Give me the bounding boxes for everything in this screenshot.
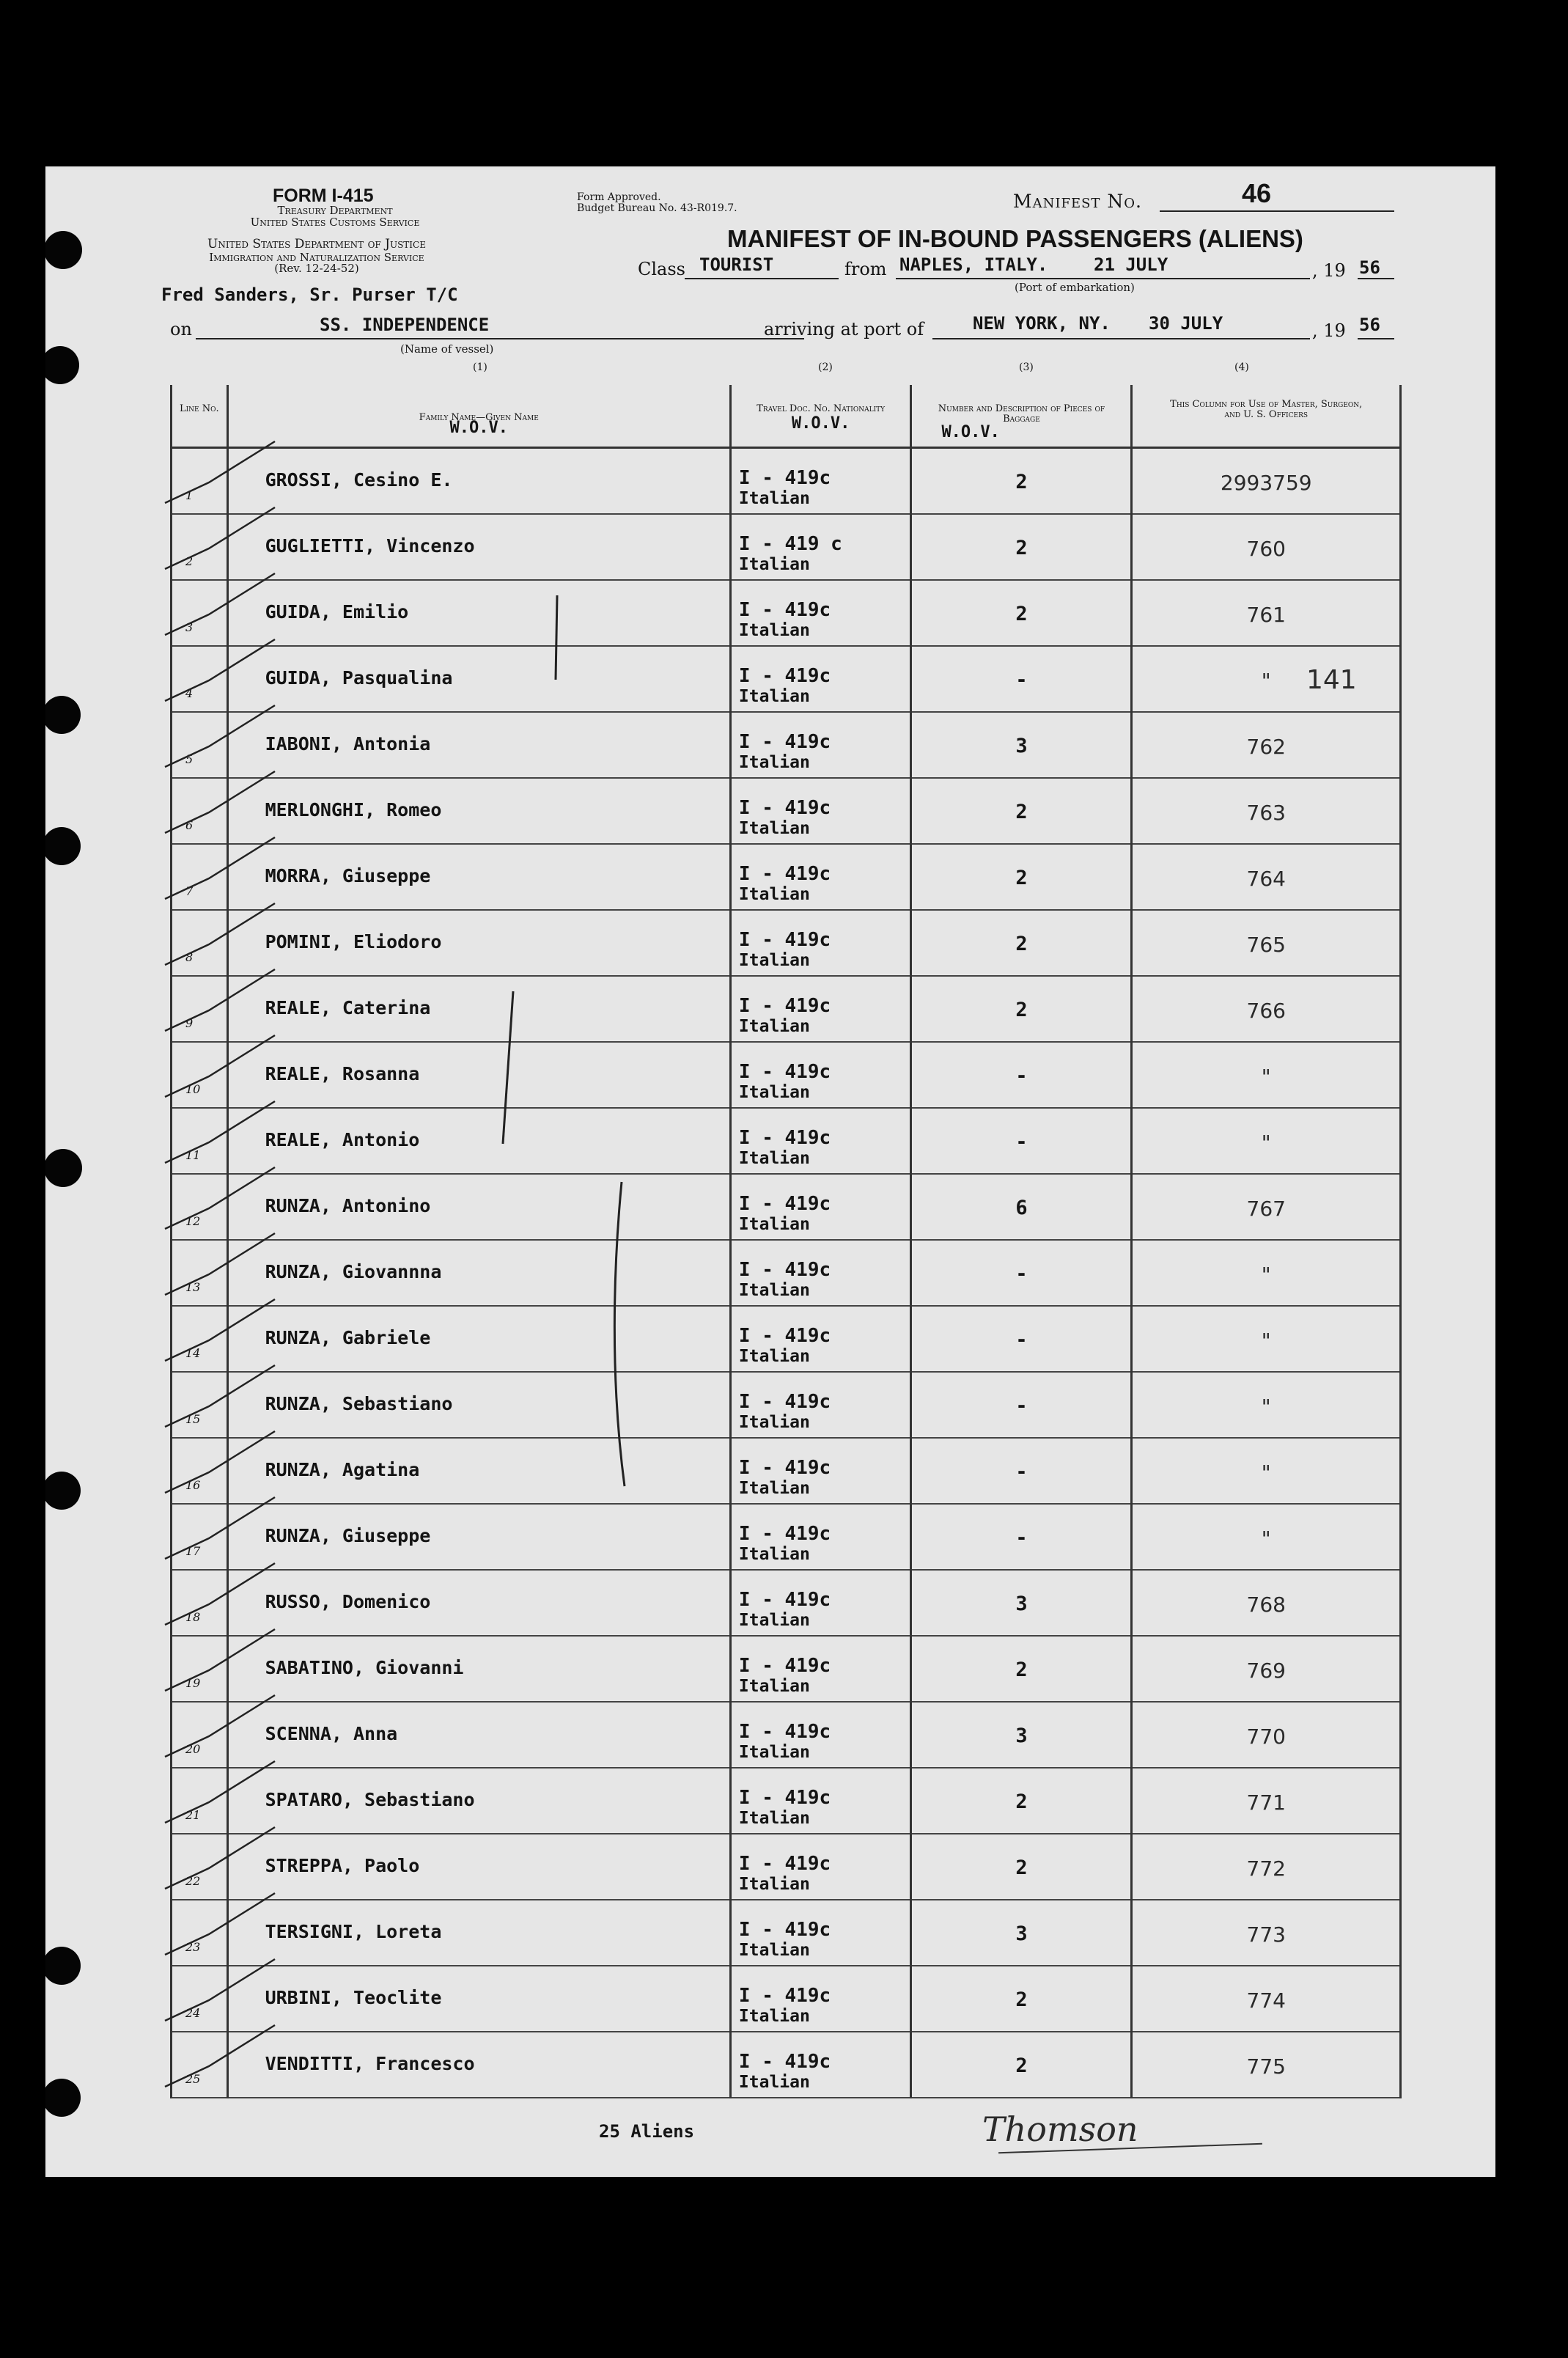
- nationality: Italian: [738, 2073, 810, 2092]
- dept-treasury: Treasury Department: [277, 204, 393, 217]
- officer-number: 768: [1246, 1593, 1286, 1617]
- nationality: Italian: [738, 1611, 810, 1630]
- line-number: 10: [185, 1082, 201, 1096]
- passenger-name: STREPPA, Paolo: [265, 1855, 420, 1876]
- doc-number: I - 419c: [738, 1985, 831, 2007]
- manifest-no-value: 46: [1242, 178, 1272, 208]
- bracket-mark: [614, 1182, 625, 1486]
- baggage-count: 3: [1015, 1593, 1028, 1615]
- line-number: 16: [185, 1478, 201, 1492]
- arrival-date: 30 JULY: [1149, 313, 1223, 334]
- baggage-count: -: [1015, 1329, 1028, 1351]
- doc-number: I - 419c: [738, 995, 831, 1017]
- baggage-count: -: [1015, 1527, 1028, 1549]
- officer-number: 771: [1246, 1790, 1286, 1815]
- doc-number: I - 419c: [738, 1853, 831, 1875]
- line-number: 12: [185, 1214, 201, 1228]
- handwritten-marks: [45, 166, 1495, 2177]
- passenger-name: RUNZA, Gabriele: [265, 1327, 431, 1348]
- passenger-name: RUNZA, Sebastiano: [265, 1393, 453, 1414]
- nationality: Italian: [738, 1875, 810, 1894]
- total-aliens: 25 Aliens: [599, 2121, 695, 2142]
- passenger-name: RUNZA, Antonino: [265, 1195, 431, 1216]
- officer-number: 766: [1246, 999, 1286, 1023]
- doc-number: I - 419c: [738, 1919, 831, 1941]
- form-revision: (Rev. 12-24-52): [274, 262, 359, 275]
- baggage-count: 3: [1015, 735, 1028, 757]
- passenger-name: IABONI, Antonia: [265, 733, 431, 754]
- departure-date: 21 JULY: [1094, 254, 1168, 275]
- line-number: 25: [185, 2072, 201, 2086]
- line-number: 7: [185, 884, 194, 898]
- baggage-count: 2: [1015, 801, 1028, 823]
- nationality: Italian: [738, 621, 810, 640]
- doc-number: I - 419 c: [738, 533, 842, 555]
- nationality: Italian: [738, 1941, 810, 1960]
- doc-number: I - 419c: [738, 2051, 831, 2073]
- baggage-count: 2: [1015, 2054, 1028, 2077]
- line-number: 14: [185, 1346, 201, 1360]
- line-number: 17: [185, 1544, 201, 1558]
- baggage-count: -: [1015, 1131, 1028, 1153]
- purser: Fred Sanders, Sr. Purser T/C: [161, 284, 458, 305]
- line-number: 2: [185, 554, 194, 568]
- doc-number: I - 419c: [738, 1391, 831, 1413]
- officer-number: 769: [1246, 1659, 1286, 1683]
- dept-customs: United States Customs Service: [250, 216, 420, 229]
- dept-justice: United States Department of Justice: [207, 237, 426, 251]
- manifest-no-label: Manifest No.: [1013, 191, 1142, 212]
- baggage-count: -: [1015, 1263, 1028, 1285]
- from-port: NAPLES, ITALY.: [899, 254, 1048, 275]
- officer-number: 763: [1246, 801, 1286, 825]
- doc-number: I - 419c: [738, 467, 831, 489]
- arrival-year: 56: [1359, 315, 1380, 335]
- doc-number: I - 419c: [738, 863, 831, 885]
- officer-number: ": [1261, 1065, 1271, 1089]
- baggage-count: 2: [1015, 867, 1028, 889]
- line-number: 8: [185, 950, 194, 964]
- officer-signature: Thomson: [982, 2109, 1138, 2149]
- passenger-name: SCENNA, Anna: [265, 1723, 398, 1744]
- doc-number: I - 419c: [738, 1721, 831, 1743]
- manifest-page: [45, 166, 1495, 2177]
- officer-number: 765: [1246, 933, 1286, 957]
- officer-number: ": [1261, 1131, 1271, 1155]
- baggage-count: 2: [1015, 1988, 1028, 2011]
- line-number: 20: [185, 1742, 201, 1756]
- bracket-mark: [503, 991, 513, 1144]
- wov-stamp: W.O.V.: [941, 423, 1000, 441]
- passenger-name: TERSIGNI, Loreta: [265, 1921, 442, 1942]
- col-number-4: (4): [1234, 361, 1249, 373]
- line-number: 15: [185, 1412, 201, 1426]
- nationality: Italian: [738, 1479, 810, 1498]
- passenger-name: RUNZA, Giovannna: [265, 1261, 442, 1282]
- doc-number: I - 419c: [738, 1589, 831, 1611]
- passenger-name: SPATARO, Sebastiano: [265, 1789, 475, 1810]
- nationality: Italian: [738, 1149, 810, 1168]
- line-number: 18: [185, 1610, 201, 1624]
- wov-stamp: W.O.V.: [449, 419, 508, 437]
- doc-number: I - 419c: [738, 1193, 831, 1215]
- line-number: 24: [185, 2006, 201, 2020]
- nationality: Italian: [738, 489, 810, 508]
- doc-number: I - 419c: [738, 1523, 831, 1545]
- officer-number: 760: [1246, 537, 1286, 561]
- line-number: 22: [185, 1874, 201, 1888]
- doc-number: I - 419c: [738, 599, 831, 621]
- line-number: 19: [185, 1676, 201, 1690]
- passenger-name: VENDITTI, Francesco: [265, 2053, 475, 2074]
- officer-number: 773: [1246, 1922, 1286, 1947]
- line-number: 4: [185, 686, 194, 700]
- arrival-port: NEW YORK, NY.: [973, 313, 1111, 334]
- passenger-name: REALE, Antonio: [265, 1129, 420, 1150]
- class-value: TOURIST: [699, 254, 774, 275]
- col-number-1: (1): [473, 361, 487, 373]
- passenger-name: GUIDA, Pasqualina: [265, 667, 453, 688]
- officer-number: 772: [1246, 1856, 1286, 1881]
- nationality: Italian: [738, 1017, 810, 1036]
- bracket-mark: [556, 595, 557, 680]
- line-number: 9: [185, 1016, 194, 1030]
- officer-number: ": [1261, 1527, 1271, 1551]
- nationality: Italian: [738, 1677, 810, 1696]
- line-number: 11: [185, 1148, 201, 1162]
- officer-number: ": [1261, 1329, 1271, 1353]
- officer-number: ": [1261, 1461, 1271, 1485]
- header-baggage: Number and Description of Pieces of Baggage W.O.V.: [911, 385, 1132, 448]
- officer-number: 767: [1246, 1197, 1286, 1221]
- baggage-count: 2: [1015, 1856, 1028, 1879]
- arrival-year-prefix: , 19: [1312, 320, 1346, 341]
- baggage-count: 2: [1015, 1790, 1028, 1813]
- line-number: 3: [185, 620, 194, 634]
- col-number-2: (2): [818, 361, 833, 373]
- baggage-count: 3: [1015, 1922, 1028, 1945]
- passenger-name: MORRA, Giuseppe: [265, 865, 431, 886]
- nationality: Italian: [738, 1743, 810, 1762]
- baggage-count: 2: [1015, 1659, 1028, 1681]
- passenger-name: GUIDA, Emilio: [265, 601, 409, 622]
- nationality: Italian: [738, 2007, 810, 2026]
- baggage-count: -: [1015, 1065, 1028, 1087]
- passenger-name: REALE, Rosanna: [265, 1063, 420, 1084]
- arriving-label: arriving at port of: [764, 319, 924, 339]
- officer-number: 761: [1246, 603, 1286, 627]
- nationality: Italian: [738, 885, 810, 904]
- doc-number: I - 419c: [738, 1787, 831, 1809]
- passenger-name: SABATINO, Giovanni: [265, 1657, 464, 1678]
- baggage-count: 2: [1015, 537, 1028, 559]
- baggage-count: -: [1015, 669, 1028, 691]
- officer-number: 2993759: [1220, 471, 1312, 495]
- nationality: Italian: [738, 951, 810, 970]
- doc-number: I - 419c: [738, 1259, 831, 1281]
- officer-number: ": [1261, 1395, 1271, 1419]
- baggage-count: 3: [1015, 1725, 1028, 1747]
- doc-number: I - 419c: [738, 1127, 831, 1149]
- doc-number: I - 419c: [738, 1457, 831, 1479]
- officer-number: ": [1261, 1263, 1271, 1287]
- officer-number: 770: [1246, 1725, 1286, 1749]
- line-number: 21: [185, 1808, 201, 1822]
- nationality: Italian: [738, 1215, 810, 1234]
- nationality: Italian: [738, 1413, 810, 1432]
- nationality: Italian: [738, 1083, 810, 1102]
- header-officers: This Column for Use of Master, Surgeon, and U. S. Officers: [1132, 385, 1401, 448]
- line-number: 23: [185, 1940, 201, 1954]
- nationality: Italian: [738, 1809, 810, 1828]
- budget-bureau: Budget Bureau No. 43-R019.7.: [577, 202, 737, 214]
- from-label: from: [844, 259, 887, 279]
- officer-number: 762: [1246, 735, 1286, 759]
- doc-number: I - 419c: [738, 1655, 831, 1677]
- baggage-count: 2: [1015, 603, 1028, 625]
- port-caption: (Port of embarkation): [1015, 281, 1135, 294]
- year-prefix: , 19: [1312, 260, 1346, 281]
- vessel-name: SS. INDEPENDENCE: [320, 315, 490, 335]
- doc-number: I - 419c: [738, 731, 831, 753]
- vessel-caption: (Name of vessel): [400, 342, 494, 356]
- wov-stamp: W.O.V.: [791, 414, 850, 433]
- manifest-title: MANIFEST OF IN-BOUND PASSENGERS (ALIENS): [727, 225, 1303, 252]
- line-number: 1: [185, 488, 194, 502]
- passenger-name: GUGLIETTI, Vincenzo: [265, 535, 475, 557]
- doc-number: I - 419c: [738, 797, 831, 819]
- line-number: 5: [185, 752, 194, 766]
- passenger-name: REALE, Caterina: [265, 997, 431, 1018]
- nationality: Italian: [738, 1545, 810, 1564]
- doc-number: I - 419c: [738, 1325, 831, 1347]
- passenger-name: RUNZA, Agatina: [265, 1459, 420, 1480]
- margin-note: 141: [1306, 665, 1357, 695]
- nationality: Italian: [738, 687, 810, 706]
- passenger-name: MERLONGHI, Romeo: [265, 799, 442, 820]
- nationality: Italian: [738, 1281, 810, 1300]
- baggage-count: 6: [1015, 1197, 1028, 1219]
- dept-ins: Immigration and Naturalization Service: [209, 251, 424, 264]
- class-label: Class: [638, 259, 685, 279]
- doc-number: I - 419c: [738, 665, 831, 687]
- header-travel-doc: Travel Doc. No. Nationality W.O.V.: [730, 385, 911, 448]
- line-number: 13: [185, 1280, 201, 1294]
- col-number-3: (3): [1019, 361, 1034, 373]
- nationality: Italian: [738, 753, 810, 772]
- nationality: Italian: [738, 819, 810, 838]
- officer-number: 764: [1246, 867, 1286, 891]
- passenger-name: RUNZA, Giuseppe: [265, 1525, 431, 1546]
- officer-number: 775: [1246, 2054, 1286, 2079]
- form-approved: Form Approved.: [577, 191, 661, 203]
- baggage-count: 2: [1015, 999, 1028, 1021]
- form-number: FORM I-415: [273, 186, 374, 206]
- doc-number: I - 419c: [738, 1061, 831, 1083]
- passenger-name: URBINI, Teoclite: [265, 1987, 442, 2008]
- nationality: Italian: [738, 1347, 810, 1366]
- baggage-count: 2: [1015, 933, 1028, 955]
- doc-number: I - 419c: [738, 929, 831, 951]
- passenger-name: GROSSI, Cesino E.: [265, 469, 453, 491]
- header-name: Family Name—Given Name W.O.V.: [227, 385, 730, 448]
- baggage-count: -: [1015, 1395, 1028, 1417]
- line-number: 6: [185, 818, 194, 832]
- baggage-count: 2: [1015, 471, 1028, 493]
- nationality: Italian: [738, 555, 810, 574]
- header-line-no: Line No.: [172, 385, 228, 448]
- on-label: on: [170, 319, 192, 339]
- passenger-name: RUSSO, Domenico: [265, 1591, 431, 1612]
- passenger-name: POMINI, Eliodoro: [265, 931, 442, 952]
- officer-number: ": [1261, 669, 1271, 693]
- baggage-count: -: [1015, 1461, 1028, 1483]
- officer-number: 774: [1246, 1988, 1286, 2013]
- year-value: 56: [1359, 257, 1380, 278]
